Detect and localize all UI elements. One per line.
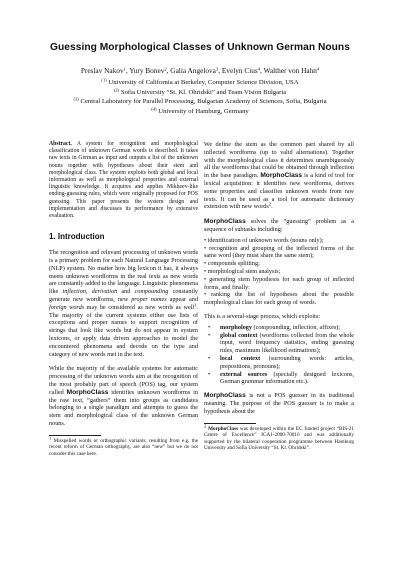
list-item: • generating stem hypothesis for each group of inflected forms, and finally:: [204, 275, 354, 291]
footnote-2: $^2$ MorphoClass was developed within the EC funded project “BIS-21 Centre of Excellence” ICA1-2000-70016 and was additionally supported by the bilateral cooperation programme between Hamburg University and Sofia University “St. Kl. Ohridski”.: [204, 423, 354, 452]
list-item: • ranking the list of hypotheses about the possible morphological class for each group of words.: [204, 291, 354, 307]
pos-guesser-paragraph: MorphoClass is not a POS guesser in its traditional meaning. The purpose of the POS guesser is to make a hypothesis about the: [204, 392, 354, 415]
affiliation: $^{(3)}$ Central Laboratory for Parallel Processing, Bulgarian Academy of Sciences, Sofia, Bulgaria: [73, 96, 327, 106]
list-item: • morphology (compounding, inflection, affixes);: [208, 323, 341, 331]
list-item: • external sources (specially designed lexicons, German grammar information etc.).: [208, 370, 355, 386]
footnote-rule: [49, 435, 101, 436]
exploits-list: [204, 324, 354, 386]
footnote-marker: 1: [194, 302, 197, 308]
author: Walther von Hahn$^4$: [263, 66, 320, 75]
affiliation: $^{(2)}$ Sofia University “St. Kl. Ohridski” and Team Vision Bulgaria: [113, 87, 287, 96]
list-item: • morphological stem analysis;: [204, 267, 281, 275]
footnote-1: $^1$ Misspelled words or orthographic variants, resulting from e.g. the recent reform of German orthography, are also “new” but we do not consider this case here.: [49, 435, 198, 457]
affiliation: $^{(1)}$ University of California at Berkeley, Computer Science Division, USA: [101, 77, 299, 86]
list-item: • compounds splitting;: [204, 260, 260, 268]
footnote-rule: [204, 423, 256, 424]
list-item: • local context (surrounding words: articles, prepositions, pronouns);: [208, 354, 354, 370]
intro-paragraph-1: The recognition and relevant processing of unknown words is a primary problem for each Natural Language Processing (NLP) system. No matter how big lexicon it has, it always meets unknown wordforms in the real texts as new words are constantly added to the language. Linguistic phenomena like inflection, derivation and compounding constantly generate new wordforms, new proper names appear and foreign words may be considered as new words as well$^1$. The majority of the current systems either use lists of exceptions and proper names to support recognition of strings that look like words but do not appear in system lexicons, or apply data driven approaches to model the encountered phenomena and decode on the type and category of new words met in the text.: [49, 249, 199, 358]
affiliation-list: [0, 78, 400, 116]
author-list: Preslav Nakov$^1$, Yury Bonev$^2$, Galia Angelova$^3$, Evelyn Cius$^4$, Walther von Hahn$^4$: [80, 66, 320, 75]
paper-title: Guessing Morphological Classes of Unknown German Nouns: [50, 42, 350, 53]
subtasks-intro: MorphoClass solves the “guessing” problem as a sequence of subtasks including:: [204, 218, 354, 233]
footnote-marker: 2: [268, 201, 272, 207]
left-column: [49, 141, 198, 458]
affiliation: $^{(4)}$ University of Hamburg, Germany: [151, 106, 249, 115]
list-item: • identification of unknown words (nouns only);: [204, 236, 324, 244]
list-item: • global context (wordforms collected from the whole input, word frequency statistics, ending guessing rules, maximum likelihood estimations);: [208, 331, 354, 355]
stem-definition-paragraph: We define the stem as the common part shared by all inflected wordforms (up to valid alternations). Together with the morphological class it determines unambiguously all the wordforms that could be obtained through inflection in the base paradigm. MorphoClass is a kind of tool for lexical acquisition: it identifies new wordforms, derives some properties and classifies unknown words from raw texts. It can be used as a tool for automatic dictionary extension with new words$^2$.: [204, 141, 354, 211]
author: Preslav Nakov$^1$: [80, 66, 126, 75]
exploits-intro: This is a several-stage process, which exploits:: [204, 312, 320, 320]
list-item: • recognition and grouping of the inflected forms of the same word (they must share the same stem);: [204, 244, 354, 260]
abstract: Abstract. A system for recognition and morphological classification of unknown German words is described. It takes raw texts in German as input and outputs a list of the unknown nouns together with hypotheses about their stem and morphological class. The system exploits both global and local information as well as morphological properties and external linguistic knowledge. It acquires and applies Mikheev-like ending-guessing rules, which were originally proposed for POS guessing. This paper presents the system design and implementation and discusses its performance by extensive evaluation.: [49, 141, 198, 220]
section-heading-introduction: 1. Introduction: [49, 232, 105, 242]
right-column: [204, 141, 354, 452]
author: Galia Angelova$^3$: [170, 66, 219, 75]
author: Yury Bonev$^2$: [129, 66, 167, 75]
intro-paragraph-2: While the majority of the available systems for automatic processing of the unknown words aim at the recognition of the most probably part of speech (POS) tag, our system called MorphoClass identifies unknown wordforms in the raw text, “gathers” them into groups as candidates belonging to a single paradigm and attempts to guess the stem and morphological class of the unknown German nouns.: [49, 365, 198, 427]
author: Evelyn Cius$^4$: [221, 66, 261, 75]
subtask-list: [204, 237, 354, 307]
